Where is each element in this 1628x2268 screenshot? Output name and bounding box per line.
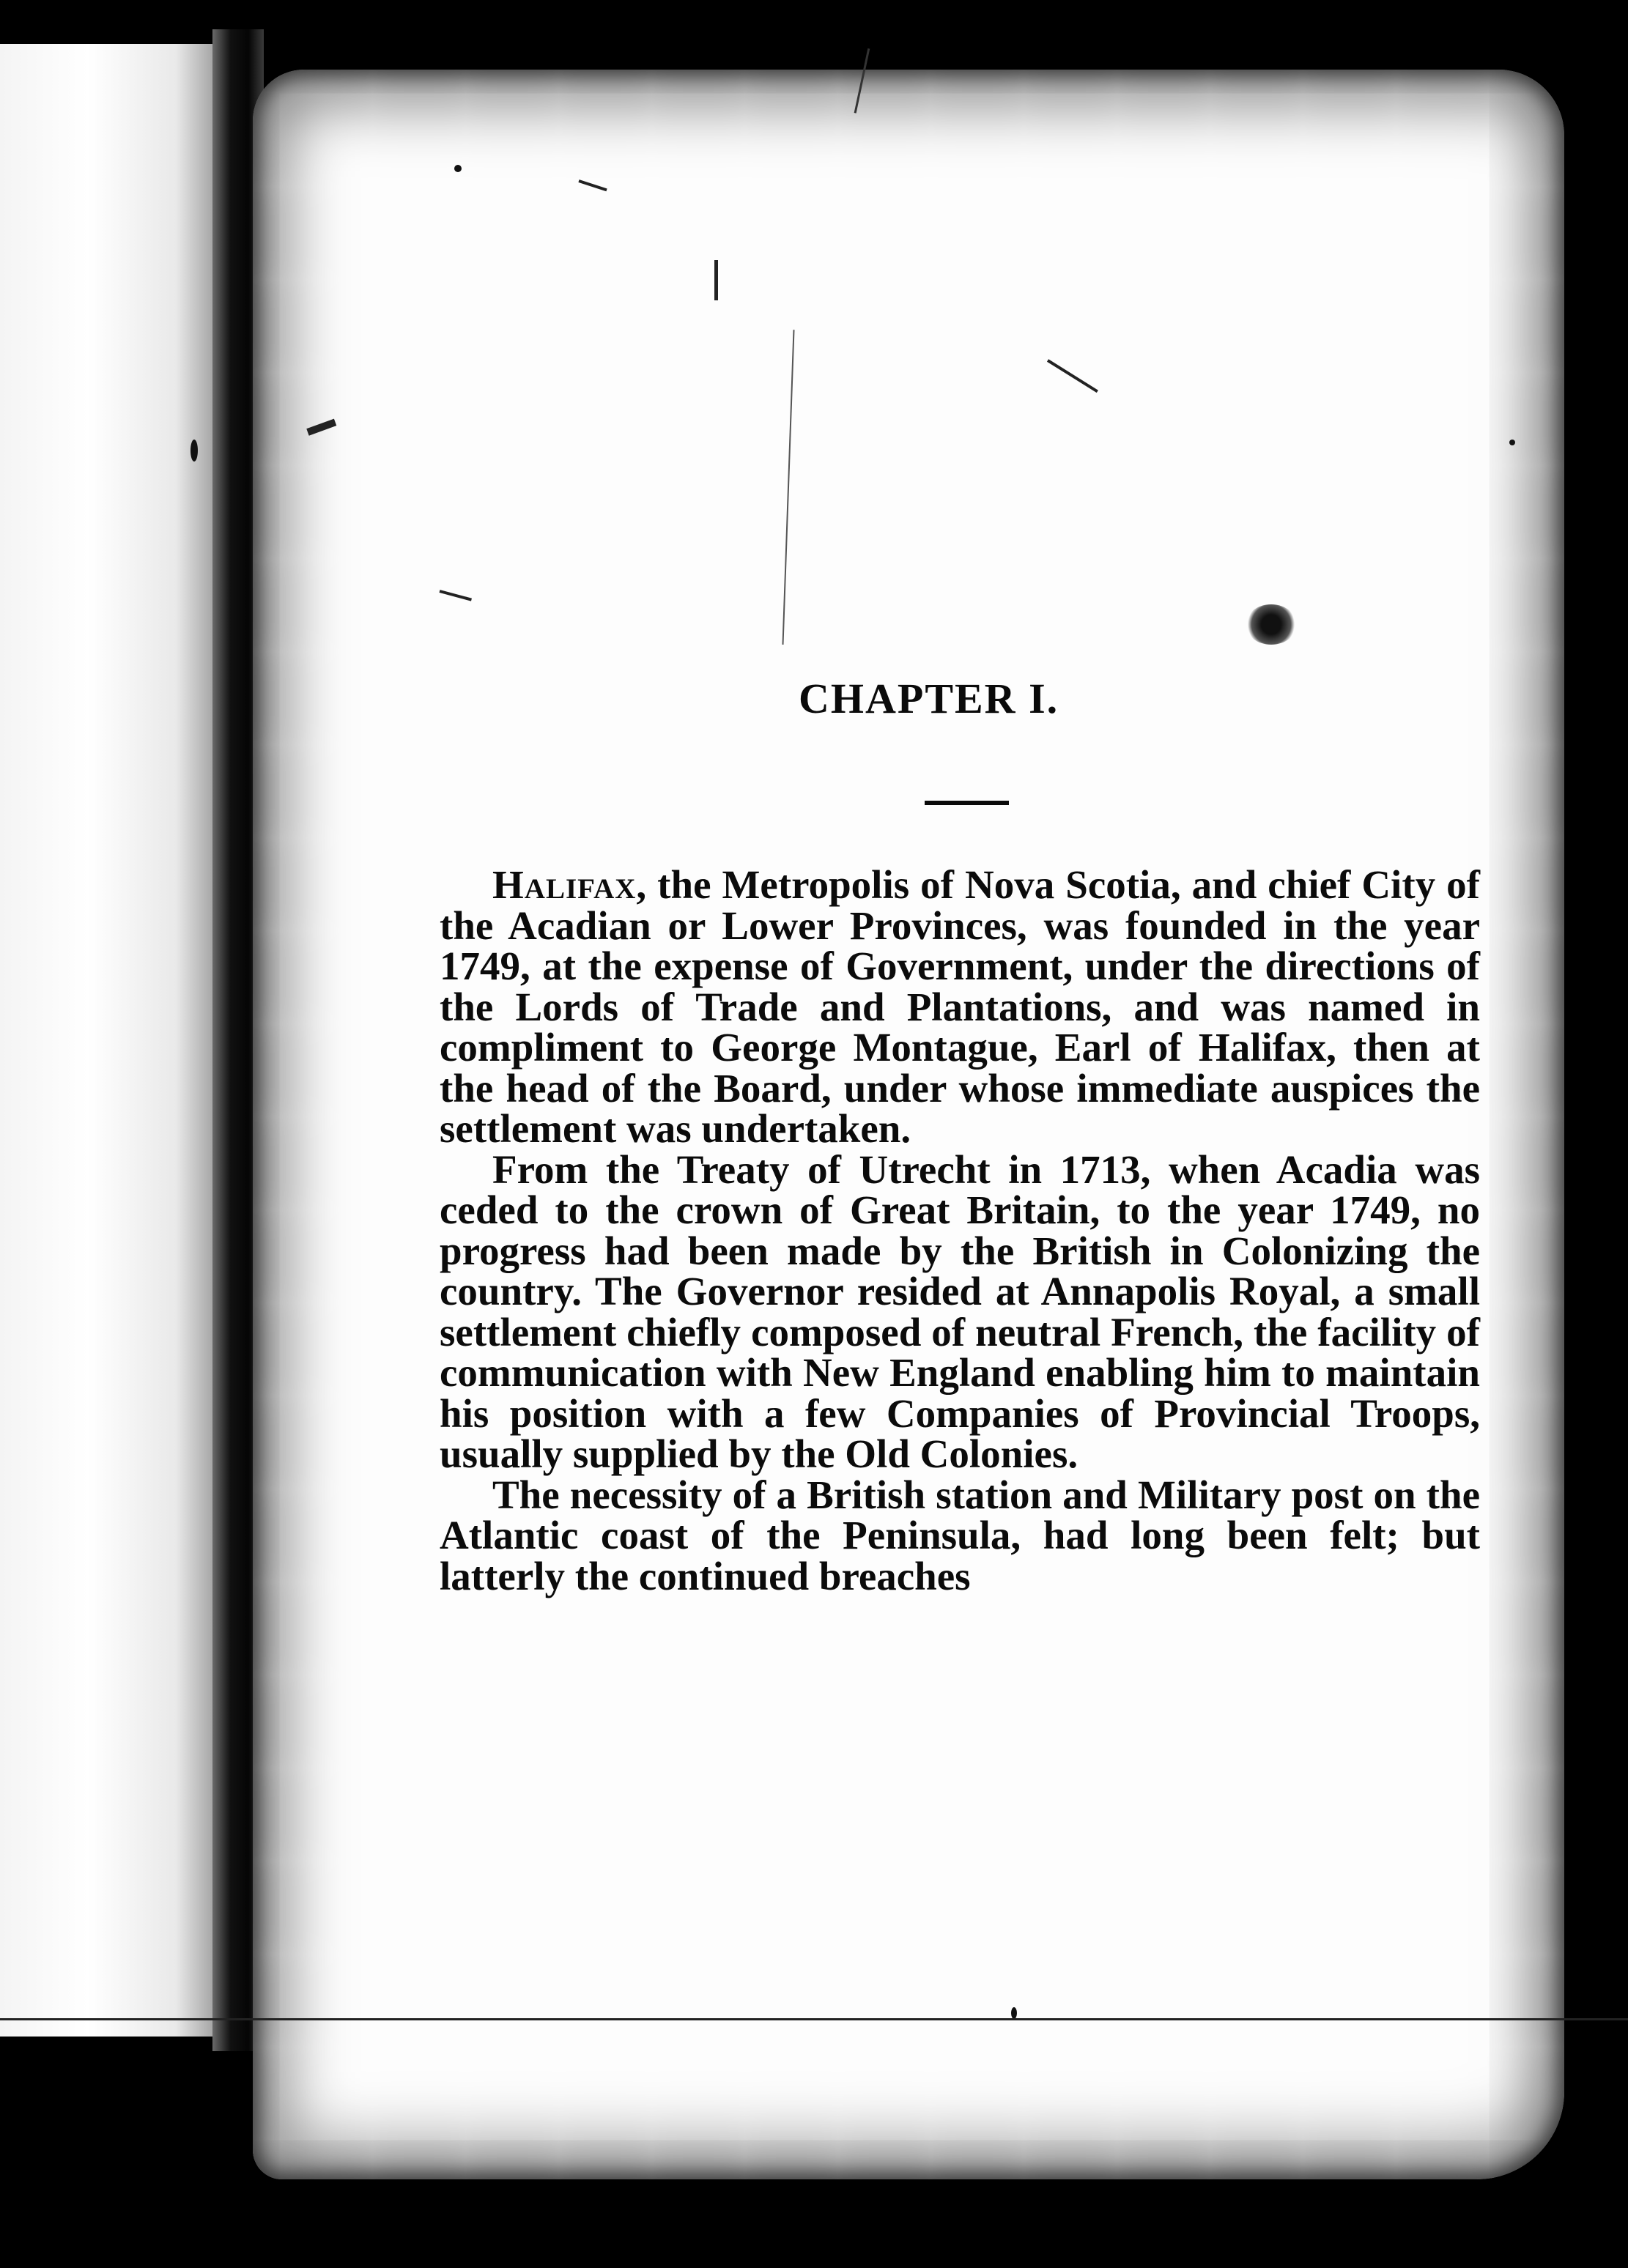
heading-rule (925, 801, 1009, 805)
paragraph-lead-word: Halifax (492, 862, 637, 907)
left-facing-page (0, 44, 220, 2037)
scan-edge-line (0, 2018, 1628, 2020)
page-body (440, 864, 1480, 1596)
speck-mark (1509, 440, 1515, 445)
speck-mark (190, 440, 198, 462)
speck-mark (1011, 2007, 1017, 2019)
paragraph (440, 1472, 1480, 1598)
stray-mark (714, 260, 718, 300)
paragraph (440, 864, 1480, 1149)
speck-mark (454, 165, 462, 172)
paragraph-text: , the Metropolis of Nova Scotia, and chief City of the Acadian or Lower Provinces, was founded in the year 1749, at the expense of Government, under the directions of the Lords of Trade and Plantations, and was named in compliment to George Montague, Earl of Halifax, then at the head of the Board, under whose immediate auspices the settlement was undertaken. (440, 862, 1480, 1151)
paragraph-text: From the Treaty of Utrecht in 1713, when Acadia was ceded to the crown of Great Britain, to the year 1749, no progress had been made by the British in Colonizing the country. The Governor resided at Annapolis Royal, a small settlement chiefly composed of neutral French, the facility of communication with New England enabling him to maintain his position with a few Companies of Provincial Troops, usually supplied by the Old Colonies. (440, 1146, 1480, 1476)
ink-blot (1246, 604, 1297, 645)
paragraph-text: The necessity of a British station and Military post on the Atlantic coast of the Peninsula, had long been felt; but latterly the continued breaches (440, 1472, 1480, 1598)
paragraph (440, 1146, 1480, 1476)
chapter-heading: CHAPTER I. (799, 675, 1059, 722)
